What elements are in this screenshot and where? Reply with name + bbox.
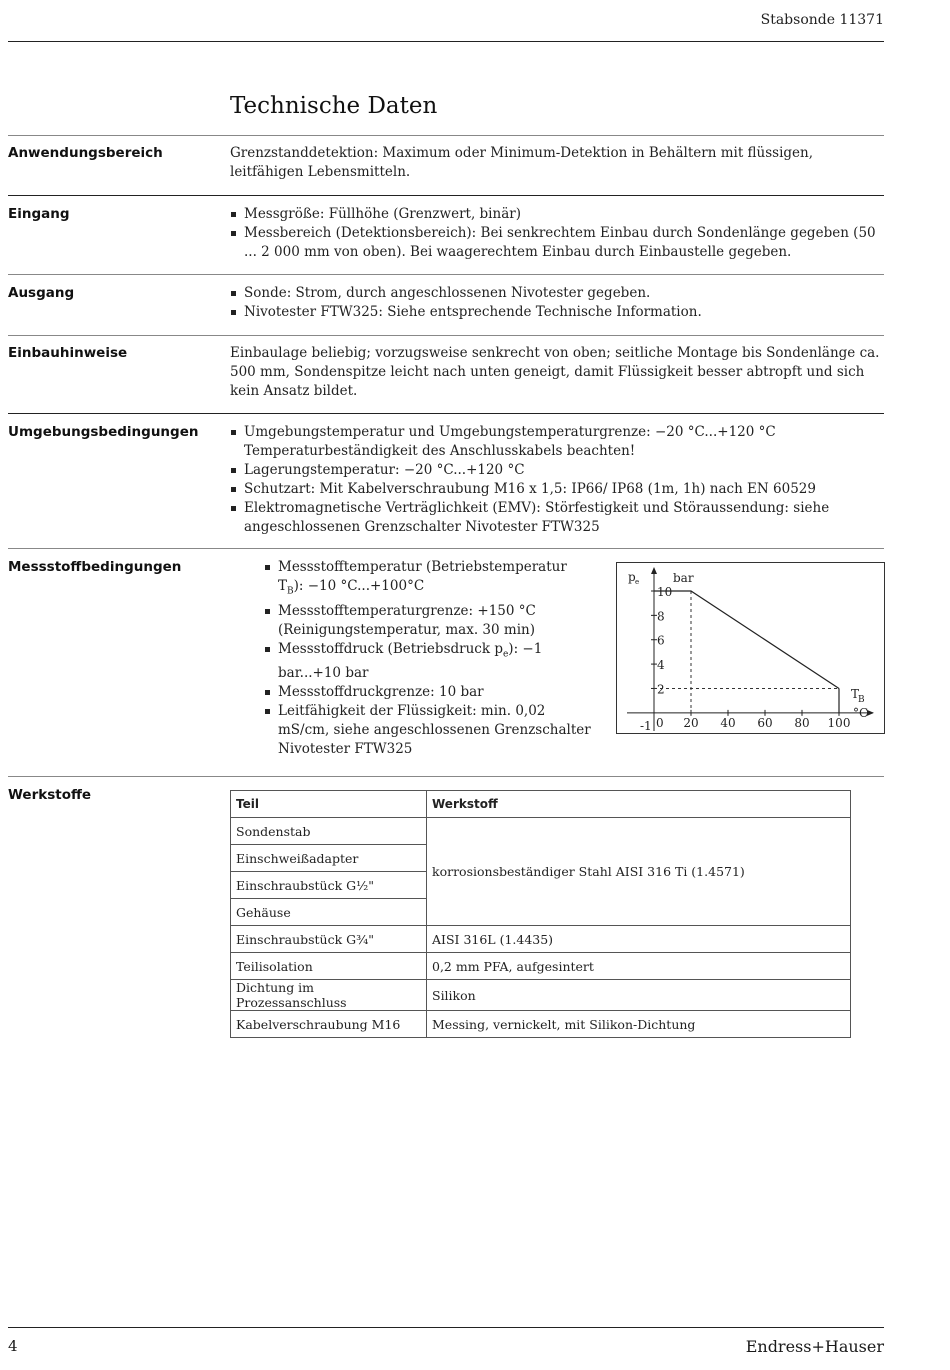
series-line: [654, 591, 839, 688]
x-tick-label: 0: [656, 715, 664, 730]
x-tick-label: 20: [683, 715, 699, 730]
chart-svg: [617, 563, 884, 733]
table-row: [231, 926, 851, 953]
y-axis-label: p: [628, 570, 636, 584]
table-cell: Messing, vernickelt, mit Silikon-Dichtung: [427, 1011, 851, 1038]
list-item: Nivotester FTW325: Siehe entsprechende Technische Information.: [230, 303, 885, 322]
list-item: Lagerungstemperatur: −20 °C...+120 °C: [230, 461, 885, 480]
row-divider: [8, 776, 884, 777]
table-row: [231, 980, 851, 1011]
table-cell: 0,2 mm PFA, aufgesintert: [427, 953, 851, 980]
list-item: Messstoffdruck (Betriebsdruck $p_e$): −1 bar...+10 bar: [264, 640, 594, 684]
column-header-werkstoff: Werkstoff: [427, 791, 851, 818]
brand-name: Endress+Hauser: [745, 1337, 884, 1356]
table-row: [231, 1011, 851, 1038]
list-item: Sonde: Strom, durch angeschlossenen Nivotester gegeben.: [230, 284, 885, 303]
label-eingang: Eingang: [8, 206, 70, 222]
table-cell: Einschraubstück G½": [231, 872, 427, 899]
list-item: Messstoffdruckgrenze: 10 bar: [264, 683, 594, 702]
y-axis-label-sub: e: [635, 578, 640, 586]
page-number: 4: [8, 1337, 18, 1355]
header-divider: [8, 41, 884, 42]
list-item: Umgebungstemperatur und Umgebungstemperaturgrenze: −20 °C...+120 °C Temperaturbeständigkeit des Anschlusskabels beachten!: [230, 423, 885, 461]
row-divider: [8, 548, 884, 549]
list-item: Messstofftemperaturgrenze: +150 °C (Reinigungstemperatur, max. 30 min): [264, 602, 594, 640]
table-cell: Kabelverschraubung M16: [231, 1011, 427, 1038]
y-tick-label: 8: [657, 609, 665, 624]
y-axis-arrow: [651, 567, 657, 574]
text-anwendungsbereich: Grenzstanddetektion: Maximum oder Minimum-Detektion in Behältern mit flüssigen, leitfähigen Lebensmitteln.: [230, 145, 814, 180]
x-axis-label-sub: B: [858, 695, 865, 705]
footer-divider: [8, 1327, 884, 1328]
label-umgebungsbedingungen: Umgebungsbedingungen: [8, 424, 199, 440]
table-cell: Gehäuse: [231, 899, 427, 926]
column-header-teil: Teil: [231, 791, 427, 818]
x-tick-label: 80: [794, 715, 810, 730]
list-messstoffbedingungen: [264, 558, 594, 759]
y-axis-unit: bar: [673, 571, 694, 585]
x-tick-label: 60: [757, 715, 773, 730]
pressure-temperature-chart: [616, 562, 885, 734]
table-header-row: [231, 791, 851, 818]
table-cell: Einschraubstück G¾": [231, 926, 427, 953]
document-title: Stabsonde 11371: [760, 12, 884, 28]
y-tick-label: 4: [657, 658, 665, 673]
y-tick-label: 6: [657, 633, 665, 648]
table-cell: AISI 316L (1.4435): [427, 926, 851, 953]
list-item: Elektromagnetische Verträglichkeit (EMV): Störfestigkeit und Störaussendung: siehe angeschlossenen Grenzschalter Nivotester FTW325: [230, 499, 885, 537]
row-divider: [8, 135, 884, 136]
table-row: [231, 818, 851, 845]
label-einbauhinweise: Einbauhinweise: [8, 345, 128, 361]
x-tick-label: 100: [827, 715, 851, 730]
y-tick-label: -1: [640, 719, 652, 733]
materials-table: [230, 790, 851, 1038]
y-tick-label: 2: [657, 682, 665, 697]
x-tick-label: 40: [720, 715, 736, 730]
row-divider: [8, 195, 884, 196]
list-eingang: [230, 205, 885, 262]
table-cell-shared-material: korrosionsbeständiger Stahl AISI 316 Ti (1.4571): [427, 818, 851, 926]
list-item: Schutzart: Mit Kabelverschraubung M16 x 1,5: IP66/ IP68 (1m, 1h) nach EN 60529: [230, 480, 885, 499]
text-einbauhinweise: Einbaulage beliebig; vorzugsweise senkrecht von oben; seitliche Montage bis Sondenlänge ca. 500 mm, Sondenspitze leicht nach unten geneigt, damit Flüssigkeit besser abtropft und sich kein Ansatz bildet.: [230, 345, 880, 399]
y-tick-label: 10: [657, 585, 673, 599]
list-umgebungsbedingungen: [230, 423, 885, 537]
list-item: Messbereich (Detektionsbereich): Bei senkrechtem Einbau durch Sondenlänge gegeben (50 ... 2 000 mm von oben). Bei waagerechtem Einbau durch Einbaustelle gegeben.: [230, 224, 885, 262]
table-row: [231, 953, 851, 980]
list-item: Messgröße: Füllhöhe (Grenzwert, binär): [230, 205, 885, 224]
row-divider: [8, 335, 884, 336]
table-cell: Sondenstab: [231, 818, 427, 845]
label-messstoffbedingungen: Messstoffbedingungen: [8, 559, 182, 575]
x-axis-label: T: [851, 687, 860, 701]
list-item: Messstofftemperatur (Betriebstemperatur $T_B$): −10 °C...+100°C: [264, 558, 594, 602]
label-werkstoffe: Werkstoffe: [8, 787, 92, 803]
x-axis-unit: °C: [853, 706, 869, 720]
table-cell: Silikon: [427, 980, 851, 1011]
table-cell: Dichtung im Prozessanschluss: [231, 980, 427, 1011]
table-cell: Teilisolation: [231, 953, 427, 980]
section-title: Technische Daten: [230, 93, 438, 119]
label-anwendungsbereich: Anwendungsbereich: [8, 145, 163, 161]
row-divider: [8, 274, 884, 275]
label-ausgang: Ausgang: [8, 285, 75, 301]
list-item: Leitfähigkeit der Flüssigkeit: min. 0,02 mS/cm, siehe angeschlossenen Grenzschalter Nivotester FTW325: [264, 702, 594, 759]
table-cell: Einschweißadapter: [231, 845, 427, 872]
row-divider: [8, 413, 884, 414]
list-ausgang: [230, 284, 885, 322]
